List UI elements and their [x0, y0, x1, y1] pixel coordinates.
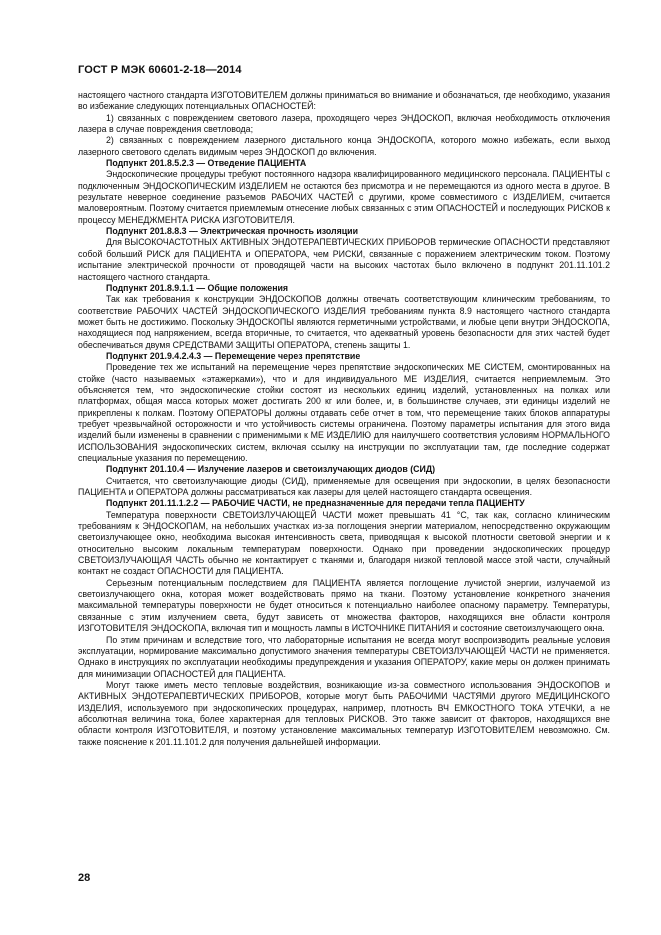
- paragraph: Могут также иметь место тепловые воздействия, возникающие из-за совместного использования ЭНДОСКОПОВ и АКТИВНЫХ ЭНДОТЕРАПЕВТИЧЕСКИХ ПРИБОРОВ, которые могут быть РАБОЧИМИ ЧАСТЯМИ другого МЕДИЦИНСКОГО ИЗДЕЛИЯ, используемого при эндоскопических процедурах, например, плотность ВЧ ЕМКОСТНОГО ТОКА УТЕЧКИ, а не абсолютная величина тока, более характерная для тепловых РИСКОВ. Это также зависит от факторов, находящихся вне области контроля ИЗГОТОВИТЕЛЯ, и поэтому установление максимальных температур ИЗГОТОВИТЕЛЕМ невозможно. См. также пояснение к 201.11.101.2 для получения дальнейшей информации.: [78, 679, 610, 747]
- section-heading: Подпункт 201.8.8.3 — Электрическая прочность изоляции: [106, 226, 358, 237]
- paragraph: настоящего частного стандарта ИЗГОТОВИТЕЛЕМ должны приниматься во внимание и обозначаться, где необходимо, указания во избежание следующих потенциальных ОПАСНОСТЕЙ:: [78, 90, 610, 112]
- page-number: 28: [78, 872, 91, 884]
- section-heading: Подпункт 201.8.9.1.1 — Общие положения: [106, 282, 289, 293]
- paragraph: Для ВЫСОКОЧАСТОТНЫХ АКТИВНЫХ ЭНДОТЕРАПЕВТИЧЕСКИХ ПРИБОРОВ термические ОПАСНОСТИ представляют собой больший РИСК для ПАЦИЕНТА и ОПЕРАТОРА, чем РИСКИ, связанные с поражением электрическим током. Поэтому испытание электрической прочности от проводящей части на высоких частотах было включено в подпункт 201.11.101.2 настоящего частного стандарта.: [78, 237, 610, 282]
- document-header: ГОСТ Р МЭК 60601-2-18—2014: [78, 64, 242, 76]
- paragraph: Серьезным потенциальным последствием для ПАЦИЕНТА является поглощение лучистой энергии, излучаемой из светоизлучающего окна, которая может воздействовать прямо на ткани. Поэтому установление конкретного значения максимальной температуры поверхности не будет относиться к потенциально наиболее опасному параметру. Температуры, связанные с этим излучением света, будут зависеть от множества факторов, находящихся вне области контроля ИЗГОТОВИТЕЛЯ ЭНДОСКОПА, включая тип и мощность лампы в ИСТОЧНИКЕ ПИТАНИЯ и состояние светоизлучающего окна.: [78, 577, 610, 634]
- paragraph: Эндоскопические процедуры требуют постоянного надзора квалифицированного медицинского персонала. ПАЦИЕНТЫ с подключенным ЭНДОСКОПИЧЕСКИМ ИЗДЕЛИЕМ не остаются без присмотра и не перемещаются из одного места в другое. В результате неверное соединение разъемов РАБОЧИХ ЧАСТЕЙ с другими, кроме совместимого с ИЗДЕЛИЕМ, считается маловероятным. Поэтому считается приемлемым отнесение любых связанных с этим ОПАСНОСТЕЙ и последующих РИСКОВ к процессу МЕНЕДЖМЕНТА РИСКА ИЗГОТОВИТЕЛЯ.: [78, 169, 610, 225]
- paragraph: Так как требования к конструкции ЭНДОСКОПОВ должны отвечать соответствующим клиническим требованиям, то соответствие РАБОЧИХ ЧАСТЕЙ ЭНДОСКОПИЧЕСКОГО ИЗДЕЛИЯ требованиям пункта 8.9 настоящего частного стандарта может быть не достижимо. Поскольку ЭНДОСКОПЫ являются герметичными устройствами, и любые цепи внутри ЭНДОСКОПА, находящиеся под напряжением, всегда вторичные, то считается, что адекватный уровень безопасности для этих частей будет обеспечиваться двумя СРЕДСТВАМИ ЗАЩИТЫ ОПЕРАТОРА, степень защиты 1.: [78, 294, 610, 350]
- paragraph: Проведение тех же испытаний на перемещение через препятствие эндоскопических МЕ СИСТЕМ, смонтированных на стойке (часто называемых «этажерками»), что и для индивидуального МЕ ИЗДЕЛИЯ, считается неприемлемым. Это объясняется тем, что эндоскопические стойки состоят из нескольких единиц изделий, установленных на полках или платформах, общая масса которых может достигать 200 кг или более, и, в большинстве случаев, эти единицы изделий не прикреплены к полкам. Поэтому ОПЕРАТОРЫ должны отдавать себе отчет в том, что перемещение таких блоков аппаратуры требует чрезвычайной осторожности и что устойчивость системы ограничена. Поэтому параметры испытания для этого вида изделий были изменены в сравнении с применимыми к МЕ ИЗДЕЛИЮ для наилучшего соответствия условиям НОРМАЛЬНОГО ИСПОЛЬЗОВАНИЯ эндоскопических систем, включая ссылку на инструкции по эксплуатации там, где последние содержат специальные указания по перемещению.: [78, 362, 610, 463]
- paragraph: По этим причинам и вследствие того, что лабораторные испытания не всегда могут воспроизводить реальные условия эксплуатации, нормирование максимально допустимого значения температуры СВЕТОИЗЛУЧАЮЩЕЙ ЧАСТИ не применяется. Однако в инструкциях по эксплуатации необходимы предупреждения и указания ОПЕРАТОРУ, какие меры он должен принимать для минимизации ОПАСНОСТЕЙ для ПАЦИЕНТА.: [78, 634, 610, 679]
- document-body: [78, 90, 610, 748]
- section-heading: Подпункт 201.11.1.2.2 — РАБОЧИЕ ЧАСТИ, не предназначенные для передачи тепла ПАЦИЕНТУ: [106, 498, 525, 509]
- section-heading: Подпункт 201.10.4 — Излучение лазеров и светоизлучающих диодов (СИД): [106, 464, 436, 475]
- paragraph: 2) связанных с повреждением лазерного дистального конца ЭНДОСКОПА, которого можно избежать, если выход лазерного светового сделать видимым через ЭНДОСКОП до включения.: [78, 135, 610, 157]
- section-heading: Подпункт 201.9.4.2.4.3 — Перемещение через препятствие: [106, 350, 361, 361]
- paragraph: Считается, что светоизлучающие диоды (СИД), применяемые для освещения при эндоскопии, в целях безопасности ПАЦИЕНТА и ОПЕРАТОРА должны рассматриваться как лазеры для целей настоящего стандарта освещения.: [78, 475, 610, 498]
- section-heading: Подпункт 201.8.5.2.3 — Отведение ПАЦИЕНТА: [106, 158, 307, 169]
- paragraph: 1) связанных с повреждением светового лазера, проходящего через ЭНДОСКОП, включая необходимость отключения лазера в случае повреждения светловода;: [78, 112, 610, 135]
- paragraph: Температура поверхности СВЕТОИЗЛУЧАЮЩЕЙ ЧАСТИ может превышать 41 °С, так как, согласно клиническим требованиям к ЭНДОСКОПАМ, на небольших участках из-за поглощения энергии материалом, непосредственно окружающим светоизлучающее окно, необходима высокая интенсивность света, приводящая к высокой плотности световой энергии и к относительно высоким локальным температурам поверхности. Однако при проведении эндоскопических процедур СВЕТОИЗЛУЧАЮЩАЯ ЧАСТЬ обычно не контактирует с тканями и, благодаря низкой тепловой массе этой части, случайный контакт не создаст ОПАСНОСТИ для ПАЦИЕНТА.: [78, 509, 610, 577]
